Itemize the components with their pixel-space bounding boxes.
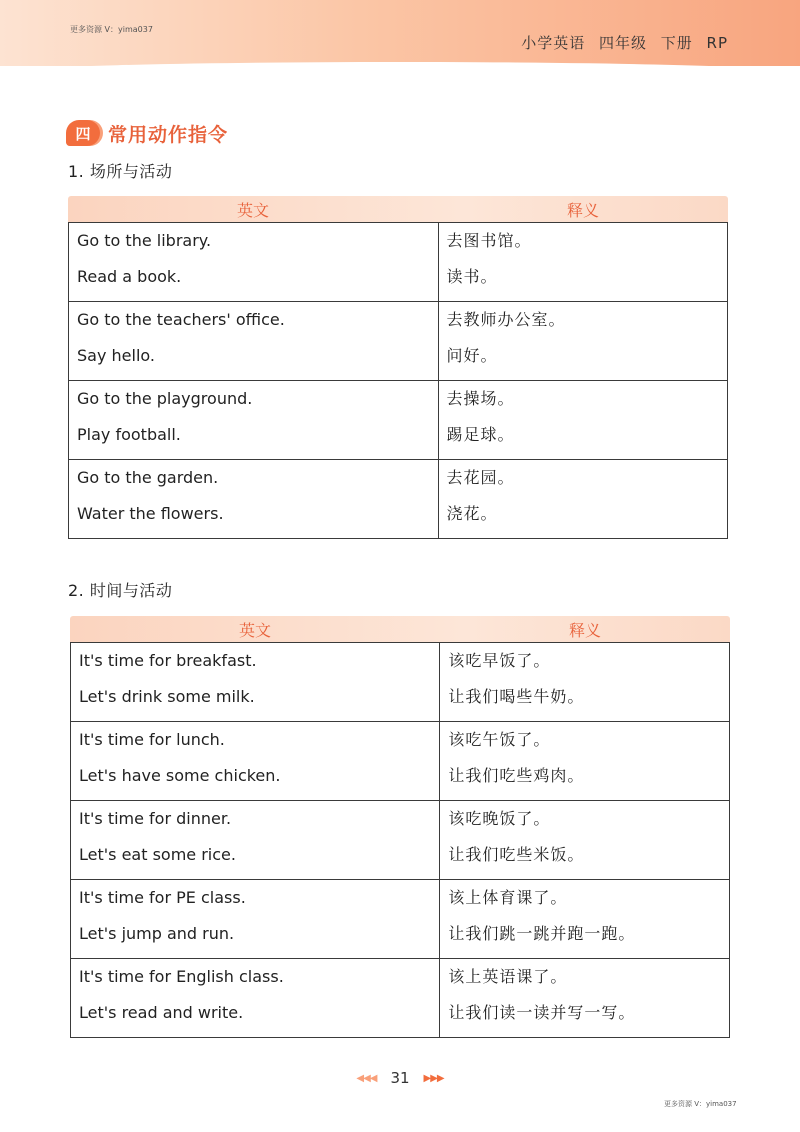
meaning-cell	[440, 643, 730, 722]
meaning-cell	[440, 959, 730, 1038]
english-cell	[69, 381, 439, 460]
english-phrase: It's time for PE class.	[79, 888, 246, 907]
english-phrase: It's time for lunch.	[79, 730, 225, 749]
table2	[70, 616, 730, 1038]
prev-arrows-icon: ◀◀◀	[356, 1072, 377, 1084]
table1-grid	[68, 222, 728, 539]
english-cell	[69, 223, 439, 302]
table1-header-row	[68, 196, 728, 222]
chinese-meaning: 去操场。	[446, 389, 515, 408]
english-phrase: Let's drink some milk.	[79, 687, 255, 706]
english-phrase: Go to the library.	[77, 231, 212, 250]
english-phrase: Read a book.	[77, 267, 182, 286]
english-phrase: Let's eat some rice.	[79, 845, 236, 864]
chinese-meaning: 让我们吃些米饭。	[448, 845, 585, 864]
table1-col-english: 英文	[236, 200, 269, 220]
chinese-meaning: 去教师办公室。	[446, 310, 566, 329]
english-cell	[71, 643, 440, 722]
chinese-meaning: 该吃晚饭了。	[448, 809, 551, 828]
table2-col-english: 英文	[238, 620, 271, 640]
table2-heading: 2. 时间与活动	[68, 581, 173, 600]
section-title: 常用动作指令	[108, 123, 229, 146]
chinese-meaning: 问好。	[446, 346, 498, 365]
meaning-cell	[440, 880, 730, 959]
table-row	[71, 801, 730, 880]
table-row	[69, 223, 728, 302]
meaning-cell	[438, 302, 728, 381]
english-cell	[71, 959, 440, 1038]
english-phrase: Say hello.	[77, 346, 155, 365]
english-phrase: Play football.	[77, 425, 181, 444]
english-phrase: It's time for breakfast.	[79, 651, 257, 670]
english-phrase: Go to the playground.	[77, 389, 253, 408]
table1-heading: 1. 场所与活动	[68, 162, 173, 181]
table2-col-meaning: 释义	[568, 620, 601, 640]
page-number: 31	[390, 1069, 410, 1087]
english-cell	[69, 460, 439, 539]
table2-header-row	[70, 616, 730, 642]
table-row	[69, 302, 728, 381]
english-phrase: It's time for English class.	[79, 967, 284, 986]
page-footer	[330, 1066, 470, 1090]
english-cell	[69, 302, 439, 381]
table-row	[71, 959, 730, 1038]
table1	[68, 196, 728, 539]
chinese-meaning: 让我们喝些牛奶。	[448, 687, 585, 706]
chinese-meaning: 去图书馆。	[446, 231, 532, 250]
english-phrase: It's time for dinner.	[79, 809, 232, 828]
table2-grid	[70, 642, 730, 1038]
table-row	[69, 381, 728, 460]
english-cell	[71, 722, 440, 801]
english-phrase: Let's jump and run.	[79, 924, 235, 943]
chinese-meaning: 该上体育课了。	[448, 888, 568, 907]
chinese-meaning: 去花园。	[446, 468, 515, 487]
table-row	[71, 722, 730, 801]
english-phrase: Go to the garden.	[77, 468, 219, 487]
section-number-badge: 四	[66, 120, 100, 146]
chinese-meaning: 让我们吃些鸡肉。	[448, 766, 585, 785]
table-row	[71, 643, 730, 722]
english-phrase: Let's have some chicken.	[79, 766, 281, 785]
table-row	[71, 880, 730, 959]
chinese-meaning: 踢足球。	[446, 425, 515, 444]
english-phrase: Go to the teachers' office.	[77, 310, 285, 329]
chinese-meaning: 让我们读一读并写一写。	[448, 1003, 636, 1022]
meaning-cell	[438, 460, 728, 539]
table1-col-meaning: 释义	[566, 200, 599, 220]
english-phrase: Let's read and write.	[79, 1003, 244, 1022]
chinese-meaning: 该吃早饭了。	[448, 651, 551, 670]
english-cell	[71, 880, 440, 959]
meaning-cell	[438, 381, 728, 460]
section-heading	[66, 118, 228, 148]
english-cell	[71, 801, 440, 880]
bottom-watermark: 更多资源 V：yima037	[664, 1100, 737, 1108]
chinese-meaning: 该吃午饭了。	[448, 730, 551, 749]
chinese-meaning: 读书。	[446, 267, 498, 286]
top-watermark: 更多资源 V：yima037	[70, 25, 153, 34]
chinese-meaning: 浇花。	[446, 504, 498, 523]
meaning-cell	[440, 801, 730, 880]
chinese-meaning: 让我们跳一跳并跑一跑。	[448, 924, 636, 943]
english-phrase: Water the flowers.	[77, 504, 224, 523]
table-row	[69, 460, 728, 539]
next-arrows-icon: ▶▶▶	[423, 1072, 444, 1084]
chinese-meaning: 该上英语课了。	[448, 967, 568, 986]
meaning-cell	[438, 223, 728, 302]
page-header-title: 小学英语 四年级 下册 RP	[521, 34, 728, 52]
meaning-cell	[440, 722, 730, 801]
